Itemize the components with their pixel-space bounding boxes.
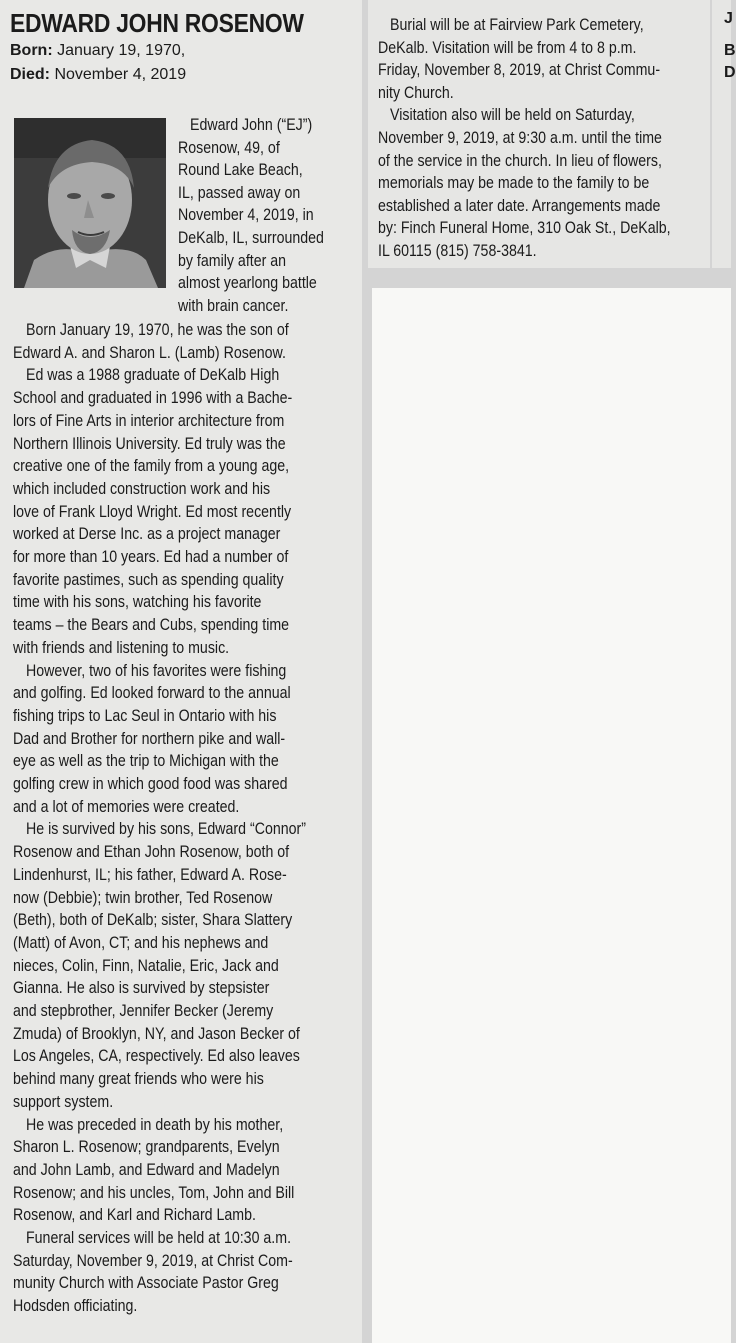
- text-line: Edward John (“EJ”): [190, 116, 313, 134]
- died-label: Died:: [10, 66, 50, 83]
- text-line: fishing trips to Lac Seul in Ontario with his: [13, 706, 277, 725]
- born-label: Born:: [10, 42, 53, 59]
- text-line: Lindenhurst, IL; his father, Edward A. Rose-: [13, 865, 287, 884]
- text-line: Ed was a 1988 graduate of DeKalb High: [26, 366, 280, 385]
- text-line: and a lot of memories were created.: [13, 797, 240, 816]
- text-line: which included construction work and his: [13, 479, 271, 498]
- text-line: Gianna. He also is survived by stepsister: [13, 979, 270, 998]
- text-line: Rosenow; and his uncles, Tom, John and Bill: [13, 1183, 295, 1202]
- blank-page-area: [372, 288, 731, 1343]
- text-line: B: [724, 42, 736, 59]
- text-line: and stepbrother, Jennifer Becker (Jeremy: [13, 1002, 274, 1020]
- text-line: D: [724, 64, 736, 81]
- text-line: eye as well as the trip to Michigan with the: [13, 752, 279, 771]
- text-line: teams – the Bears and Cubs, spending time: [13, 616, 290, 635]
- text-line: He was preceded in death by his mother,: [26, 1115, 284, 1134]
- text-line: worked at Derse Inc. as a project manager: [13, 525, 281, 544]
- text-line: Rosenow, 49, of: [178, 138, 280, 157]
- text-line: Hodsden officiating.: [13, 1297, 138, 1316]
- text-line: November 4, 2019, in: [178, 206, 314, 225]
- text-line: support system.: [13, 1092, 114, 1111]
- text-line: November 9, 2019, at 9:30 a.m. until the time: [378, 129, 662, 147]
- text-line: golfing crew in which good food was shared: [13, 775, 288, 793]
- text-line: nity Church.: [378, 83, 454, 102]
- service-details-column: [368, 0, 710, 268]
- text-line: Friday, November 8, 2019, at Christ Commu-: [378, 61, 661, 80]
- text-line: Dad and Brother for northern pike and wall-: [13, 729, 286, 748]
- text-line: School and graduated in 1996 with a Bache-: [13, 389, 293, 408]
- text-line: love of Frank Lloyd Wright. Ed most recently: [13, 502, 292, 521]
- text-line: behind many great friends who were his: [13, 1070, 264, 1089]
- text-line: IL 60115 (815) 758-3841.: [378, 242, 537, 260]
- text-line: Rosenow, and Karl and Richard Lamb.: [13, 1206, 256, 1225]
- text-line: He is survived by his sons, Edward “Connor”: [26, 820, 306, 839]
- text-line: Burial will be at Fairview Park Cemetery,: [390, 16, 644, 34]
- text-line: of the service in the church. In lieu of flowers,: [378, 151, 662, 170]
- text-line: now (Debbie); twin brother, Ted Rosenow: [13, 888, 273, 907]
- text-line: and golfing. Ed looked forward to the annual: [13, 684, 291, 703]
- text-line: J: [724, 10, 733, 27]
- text-line: nieces, Colin, Finn, Natalie, Eric, Jack and: [13, 956, 279, 975]
- text-line: Sharon L. Rosenow; grandparents, Evelyn: [13, 1138, 280, 1157]
- text-line: (Beth), both of DeKalb; sister, Shara Slattery: [13, 911, 293, 930]
- adjacent-column-fragment: [712, 0, 736, 268]
- text-line: However, two of his favorites were fishing: [26, 661, 287, 680]
- text-line: almost yearlong battle: [178, 274, 317, 293]
- text-line: Round Lake Beach,: [178, 161, 303, 180]
- text-line: memorials may be made to the family to be: [378, 174, 650, 193]
- obituary-column: [0, 0, 362, 1343]
- text-line: DeKalb. Visitation will be from 4 to 8 p.m.: [378, 38, 637, 57]
- text-line: Northern Illinois University. Ed truly was the: [13, 434, 286, 453]
- text-line: IL, passed away on: [178, 183, 301, 202]
- text-line: and John Lamb, and Edward and Madelyn: [13, 1160, 280, 1179]
- text-line: Saturday, November 9, 2019, at Christ Com-: [13, 1251, 293, 1270]
- text-line: Edward A. and Sharon L. (Lamb) Rosenow.: [13, 343, 286, 362]
- text-line: DeKalb, IL, surrounded: [178, 229, 324, 247]
- text-line: creative one of the family from a young age,: [13, 457, 290, 476]
- text-line: (Matt) of Avon, CT; and his nephews and: [13, 933, 269, 952]
- text-line: established a later date. Arrangements made: [378, 196, 661, 215]
- born-line: [10, 42, 185, 60]
- text-line: for more than 10 years. Ed had a number of: [13, 548, 289, 566]
- text-line: by family after an: [178, 251, 287, 270]
- died-line: [10, 66, 186, 84]
- died-date: November 4, 2019: [54, 66, 187, 83]
- text-line: Born January 19, 1970, he was the son of: [26, 321, 289, 339]
- text-line: Zmuda) of Brooklyn, NY, and Jason Becker of: [13, 1024, 300, 1043]
- text-line: by: Finch Funeral Home, 310 Oak St., DeKalb,: [378, 219, 671, 238]
- text-line: Los Angeles, CA, respectively. Ed also leaves: [13, 1047, 300, 1066]
- text-line: with friends and listening to music.: [13, 638, 230, 657]
- text-line: lors of Fine Arts in interior architecture from: [13, 411, 285, 430]
- portrait-photo: [14, 118, 166, 288]
- text-line: Funeral services will be held at 10:30 a.m.: [26, 1229, 292, 1247]
- born-date: January 19, 1970,: [57, 42, 186, 59]
- text-line: time with his sons, watching his favorite: [13, 593, 262, 612]
- text-line: Visitation also will be held on Saturday,: [390, 106, 635, 125]
- text-line: with brain cancer.: [178, 296, 289, 315]
- text-line: Rosenow and Ethan John Rosenow, both of: [13, 843, 290, 862]
- text-line: munity Church with Associate Pastor Greg: [13, 1274, 279, 1293]
- obituary-headline: EDWARD JOHN ROSENOW: [10, 8, 304, 38]
- text-line: favorite pastimes, such as spending quality: [13, 570, 284, 589]
